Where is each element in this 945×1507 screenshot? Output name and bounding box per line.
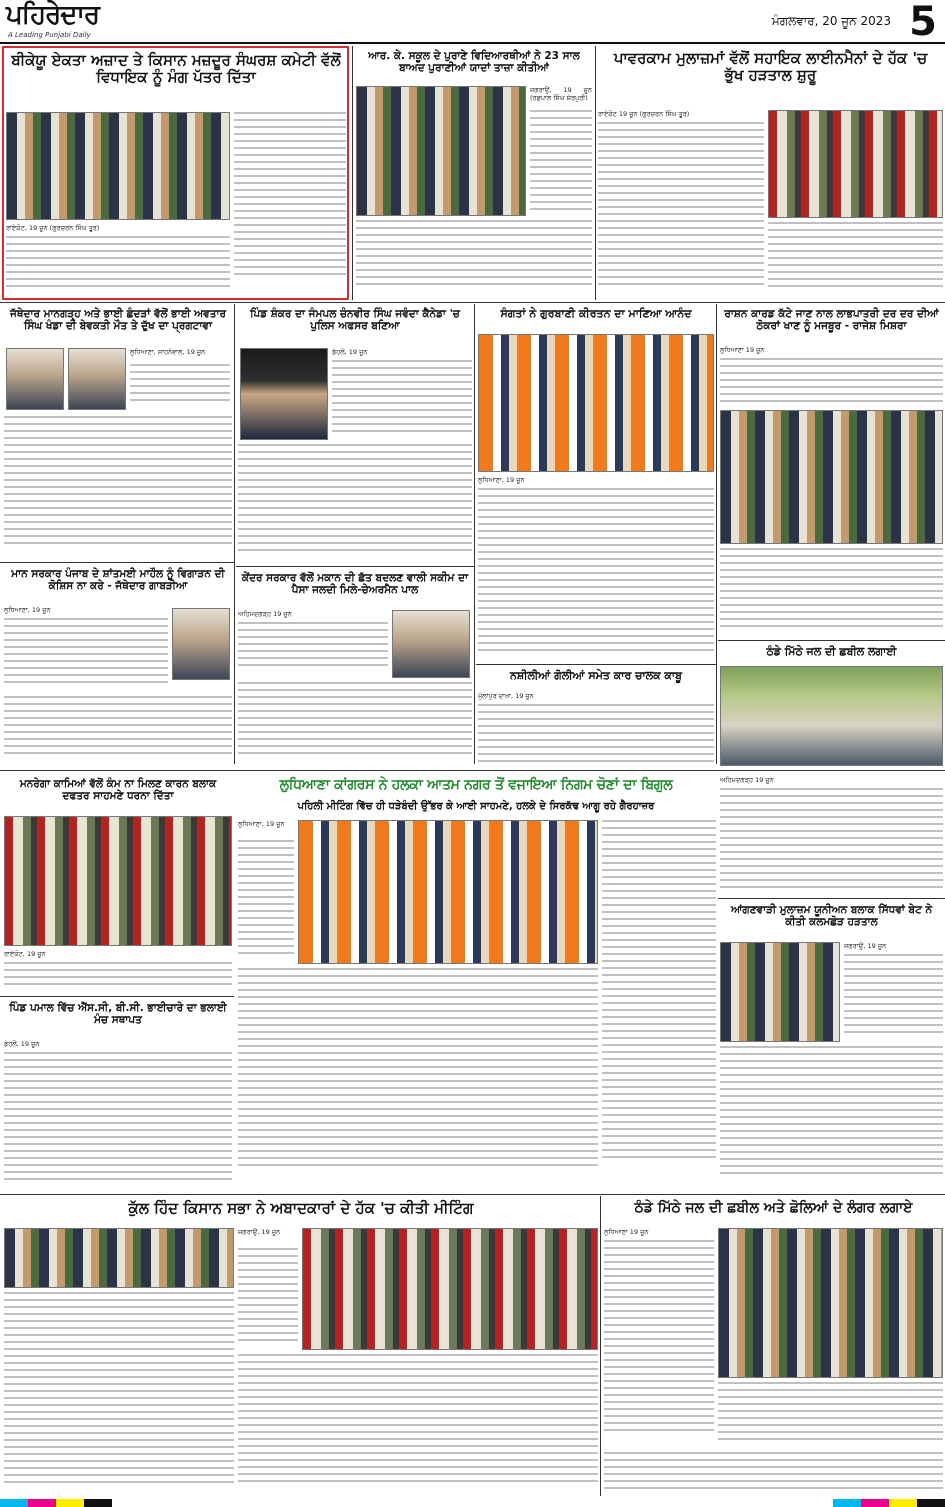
subheadline: ਪਹਿਲੀ ਮੀਟਿੰਗ ਵਿੱਚ ਹੀ ਧੜੇਬੰਦੀ ਉੱਭਰ ਕੇ ਆਈ ਸਾਹਮਣੇ, ਹਲਕੇ ਦੇ ਸਿਰਕੱਢ ਆਗੂ ਰਹੇ ਗੈਰਹਾਜ਼ਰ bbox=[297, 801, 655, 812]
row-rule bbox=[0, 1194, 945, 1195]
story-body bbox=[130, 364, 230, 412]
story-photo bbox=[768, 110, 943, 218]
story-photo bbox=[478, 334, 714, 472]
story-body bbox=[720, 788, 943, 896]
row-rule bbox=[0, 562, 234, 563]
headline: ਆਂਗਣਵਾੜੀ ਮੁਲਾਜ਼ਮ ਯੂਨੀਅਨ ਬਲਾਕ ਸਿੱਧਵਾਂ ਬੇਟ ਨੇ ਕੀਤੀ ਕਲਮਛੋੜ ਹੜਤਾਲ bbox=[730, 904, 933, 929]
story-manrega[interactable] bbox=[4, 776, 232, 994]
congress-headline-band bbox=[236, 774, 716, 796]
story-congress[interactable] bbox=[238, 820, 716, 1190]
story-house[interactable] bbox=[238, 570, 472, 766]
column-rule bbox=[595, 46, 596, 300]
masthead bbox=[0, 0, 945, 44]
story-jathedar[interactable] bbox=[4, 306, 232, 560]
story-body bbox=[238, 840, 294, 964]
story-body-lower bbox=[768, 222, 943, 298]
story-body-right bbox=[602, 820, 716, 1188]
story-body-lower bbox=[238, 682, 472, 766]
headline: ਪਿੰਡ ਸ਼ੰਕਰ ਦਾ ਜੰਮਪਲ ਚੰਨਵੀਰ ਸਿੰਘ ਜਵੰਦਾ ਕੈਨੇਡਾ 'ਚ ਪੁਲਿਸ ਅਫਸਰ ਬਣਿਆ bbox=[250, 308, 460, 333]
dateline: ਲੁਧਿਆਣਾ, ਸਾਹਨੇਵਾਲ, 19 ਜੂਨ bbox=[130, 348, 206, 356]
dateline: ਅਹਿਮਦਗੜ੍ਹ 19 ਜੂਨ bbox=[720, 776, 774, 784]
headline: ਠੰਡੇ ਮਿੱਠੇ ਜਲ ਦੀ ਛਬੀਲ ਲਗਾਈ bbox=[766, 645, 897, 658]
story-body-right bbox=[718, 1382, 943, 1448]
headline: ਆਰ. ਕੇ. ਸਕੂਲ ਦੇ ਪੁਰਾਣੇ ਵਿਦਿਆਰਥੀਆਂ ਨੇ 23 ਸਾਲ ਬਾਅਦ ਪੁਰਾਣੀਆਂ ਯਾਦਾਂ ਤਾਜ਼ਾ ਕੀਤੀਆਂ bbox=[368, 50, 580, 75]
dateline: ਰਾਏਕੋਟ 19 ਜੂਨ (ਗੁਰਚਰਨ ਸਿੰਘ ਤੂਰ) bbox=[598, 110, 690, 118]
headline: ਲੁਧਿਆਣਾ ਕਾਂਗਰਸ ਨੇ ਹਲਕਾ ਆਤਮ ਨਗਰ ਤੋਂ ਵਜਾਇਆ ਨਿਗਮ ਚੋਣਾਂ ਦਾ ਬਿਗੁਲ bbox=[279, 777, 673, 793]
column-rule bbox=[474, 304, 475, 764]
story-body-lower bbox=[238, 444, 472, 562]
tagline: A Leading Punjabi Daily bbox=[8, 31, 91, 39]
story-bku[interactable] bbox=[6, 50, 346, 296]
portrait-photo bbox=[172, 608, 230, 680]
story-photo bbox=[356, 86, 526, 216]
dateline: ਲੁਧਿਆਣਾ 19 ਜੂਨ bbox=[604, 1228, 649, 1236]
story-kisan[interactable] bbox=[4, 1198, 598, 1498]
dateline: ਲੁਧਿਆਣਾ, 19 ਜੂਨ bbox=[478, 476, 525, 484]
story-photo bbox=[720, 666, 943, 766]
headline: ਸੰਗਤਾਂ ਨੇ ਗੁਰਬਾਣੀ ਕੀਰਤਨ ਦਾ ਮਾਣਿਆ ਆਨੰਦ bbox=[500, 307, 692, 320]
portrait-photo bbox=[392, 610, 470, 678]
newspaper-logo: ਪਹਿਰੇਦਾਰ bbox=[6, 0, 99, 30]
dateline: ਲੁਧਿਆਣਾ 19 ਜੂਨ bbox=[720, 346, 765, 354]
story-body bbox=[234, 112, 346, 292]
story-anganwadi[interactable] bbox=[720, 902, 943, 1190]
row-rule bbox=[476, 664, 716, 665]
story-body-lower bbox=[4, 696, 232, 764]
story-body-lower bbox=[356, 220, 592, 298]
story-body bbox=[530, 110, 592, 216]
column-rule bbox=[600, 1196, 601, 1496]
story-body bbox=[604, 1240, 714, 1448]
portrait-photo bbox=[68, 348, 126, 410]
story-photo bbox=[302, 1228, 598, 1350]
row-rule bbox=[0, 770, 945, 771]
story-body bbox=[4, 962, 232, 992]
story-photo bbox=[720, 410, 943, 544]
row-rule bbox=[236, 566, 474, 567]
story-body bbox=[332, 360, 472, 440]
headline: ਨਸ਼ੀਲੀਆਂ ਗੋਲੀਆਂ ਸਮੇਤ ਕਾਰ ਚਾਲਕ ਕਾਬੂ bbox=[510, 669, 682, 682]
dateline: ਜਗਰਾਉਂ, 19 ਜੂਨ (ਰਛਪਾਲ ਸਿੰਘ ਸ਼ੇਰਪੁਰੀ) bbox=[530, 86, 592, 102]
headline: ਪਿੰਡ ਪਮਾਲ ਵਿੱਚ ਐੱਸ.ਸੀ, ਬੀ.ਸੀ. ਭਾਈਚਾਰੇ ਦਾ ਭਲਾਈ ਮੰਚ ਸਥਾਪਤ bbox=[9, 1002, 227, 1027]
dateline: ਡੇਹਲੋਂ, 19 ਜੂਨ bbox=[4, 1040, 40, 1048]
row-rule bbox=[718, 898, 945, 899]
dateline: ਮੁੱਲਾਂਪੁਰ ਦਾਖਾ, 19 ਜੂਨ bbox=[478, 692, 534, 700]
story-maan[interactable] bbox=[4, 566, 232, 766]
dateline: ਲੁਧਿਆਣਾ, 19 ਜੂਨ bbox=[238, 820, 285, 828]
story-body-lower bbox=[604, 1452, 943, 1498]
story-photo bbox=[720, 942, 840, 1042]
story-body bbox=[4, 1052, 232, 1190]
column-rule bbox=[234, 304, 235, 764]
story-body bbox=[478, 704, 714, 766]
dateline: ਜਗਰਾਉਂ, 19 ਜੂਨ bbox=[238, 1228, 281, 1236]
story-chhabeel-1[interactable] bbox=[720, 644, 943, 768]
story-body bbox=[844, 954, 943, 1042]
story-drugs[interactable] bbox=[478, 668, 714, 768]
issue-date: ਮੰਗਲਵਾਰ, 20 ਜੂਨ 2023 bbox=[771, 14, 891, 28]
story-body-lower bbox=[238, 1354, 598, 1498]
story-photo bbox=[6, 112, 230, 220]
story-chhabeel-2[interactable] bbox=[604, 1198, 943, 1498]
row-rule bbox=[0, 302, 945, 303]
story-body-lower bbox=[720, 548, 943, 638]
headline: ਕੁੱਲ ਹਿੰਦ ਕਿਸਾਨ ਸਭਾ ਨੇ ਅਬਾਦਕਾਰਾਂ ਦੇ ਹੱਕ 'ਚ ਕੀਤੀ ਮੀਟਿੰਗ bbox=[128, 1199, 474, 1217]
story-powercom[interactable] bbox=[598, 48, 943, 300]
dateline: ਜਗਰਾਉਂ, 19 ਜੂਨ bbox=[844, 942, 887, 950]
story-body-lower bbox=[4, 416, 232, 558]
story-school[interactable] bbox=[356, 48, 592, 300]
story-body bbox=[238, 622, 388, 676]
portrait-photo bbox=[6, 348, 64, 410]
headline: ਰਾਸ਼ਨ ਕਾਰਡ ਕੱਟੇ ਜਾਣ ਨਾਲ ਲਾਭਪਾਤਰੀ ਦਰ ਦਰ ਦੀਆਂ ਠੋਕਰਾਂ ਖਾਣ ਨੂੰ ਮਜਬੂਰ - ਰਾਜੇਸ਼ ਮਿਸ਼ਰਾ bbox=[724, 308, 939, 333]
dateline: ਅਹਿਮਦਗੜ੍ਹ 19 ਜੂਨ bbox=[238, 610, 292, 618]
dateline: ਲੁਧਿਆਣਾ, 19 ਜੂਨ bbox=[4, 606, 51, 614]
registration-marks-right bbox=[833, 1499, 945, 1507]
story-photo bbox=[718, 1228, 943, 1378]
story-body-lower bbox=[238, 968, 598, 1188]
story-ration[interactable] bbox=[720, 306, 943, 638]
story-chhabeel-1-body bbox=[720, 776, 943, 896]
story-body-left bbox=[4, 1292, 234, 1498]
story-photo bbox=[4, 816, 232, 946]
dateline: ਰਾਏਕੋਟ, 19 ਜੂਨ bbox=[4, 950, 46, 958]
story-body-lower bbox=[720, 1046, 943, 1188]
story-photo-small bbox=[4, 1228, 234, 1288]
headline: ਮਾਨ ਸਰਕਾਰ ਪੰਜਾਬ ਦੇ ਸ਼ਾਂਤਮਈ ਮਾਹੌਲ ਨੂੰ ਵਿਗਾੜਨ ਦੀ ਕੋਸ਼ਿਸ ਨਾ ਕਰੇ - ਜੱਥੇਦਾਰ ਗਾਬੜੀਆ bbox=[11, 568, 225, 593]
story-body bbox=[720, 358, 943, 408]
story-body bbox=[238, 1248, 298, 1350]
story-body bbox=[598, 122, 764, 298]
registration-marks-left bbox=[0, 1499, 112, 1507]
headline: ਜੱਥੇਦਾਰ ਮਾਨਗੜ੍ਹ ਅਤੇ ਭਾਈ ਛੰਦੜਾਂ ਵੱਲੋਂ ਭਾਈ ਅਵਤਾਰ ਸਿੰਘ ਖੰਡਾ ਦੀ ਬੇਵਕਤੀ ਮੌਤ ਤੇ ਦੁੱਖ ਦਾ ਪ੍ਰਗਟਾਵਾ bbox=[10, 308, 226, 333]
officer-photo bbox=[240, 348, 328, 440]
headline: ਕੇਂਦਰ ਸਰਕਾਰ ਵੱਲੋਂ ਮਕਾਨ ਦੀ ਛੱਤ ਬਦਲਣ ਵਾਲੀ ਸਕੀਮ ਦਾ ਪੈਸਾ ਜਲਦੀ ਮਿਲੇ-ਚੇਅਰਮੈਨ ਪਾਲ bbox=[241, 572, 469, 597]
row-rule bbox=[0, 996, 234, 997]
story-shankar[interactable] bbox=[238, 306, 472, 564]
row-rule bbox=[718, 640, 945, 641]
story-body-lower bbox=[6, 236, 230, 294]
dateline: ਰਾਏਕੋਟ, 19 ਜੂਨ (ਗੁਰਚਰਨ ਸਿੰਘ ਤੂਰ) bbox=[6, 224, 100, 232]
headline: ਮਨਰੇਗਾ ਕਾਮਿਆਂ ਵੱਲੋਂ ਕੰਮ ਨਾ ਮਿਲਣ ਕਾਰਨ ਬਲਾਕ ਦਫਤਰ ਸਾਹਮਣੇ ਧਰਨਾ ਦਿੱਤਾ bbox=[19, 778, 217, 803]
congress-subheadline bbox=[236, 798, 716, 816]
page-number: 5 bbox=[909, 0, 937, 45]
column-rule bbox=[352, 46, 353, 300]
headline: ਬੀਕੇਯੂ ਏਕਤਾ ਅਜ਼ਾਦ ਤੇ ਕਿਸਾਨ ਮਜ਼ਦੂਰ ਸੰਘਰਸ਼ ਕਮੇਟੀ ਵੱਲੋਂ ਵਿਧਾਇਕ ਨੂੰ ਮੰਗ ਪੱਤਰ ਦਿੱਤਾ bbox=[11, 51, 341, 87]
story-body bbox=[4, 618, 168, 692]
story-sc[interactable] bbox=[4, 1000, 232, 1190]
column-rule bbox=[716, 304, 717, 764]
dateline: ਡੇਹਲੋਂ, 19 ਜੂਨ bbox=[332, 348, 368, 356]
story-kirtan[interactable] bbox=[478, 306, 714, 662]
story-photo bbox=[298, 820, 598, 964]
headline: ਪਾਵਰਕਾਮ ਮੁਲਾਜ਼ਮਾਂ ਵੱਲੋਂ ਸਹਾਇਕ ਲਾਈਨਮੈਨਾਂ ਦੇ ਹੱਕ 'ਚ ਭੁੱਖ ਹੜਤਾਲ ਸ਼ੁਰੂ bbox=[613, 49, 928, 85]
story-body bbox=[478, 488, 714, 662]
headline: ਠੰਡੇ ਮਿੱਠੇ ਜਲ ਦੀ ਛਬੀਲ ਅਤੇ ਛੋਲਿਆਂ ਦੇ ਲੰਗਰ ਲਗਾਏ bbox=[634, 1200, 913, 1216]
